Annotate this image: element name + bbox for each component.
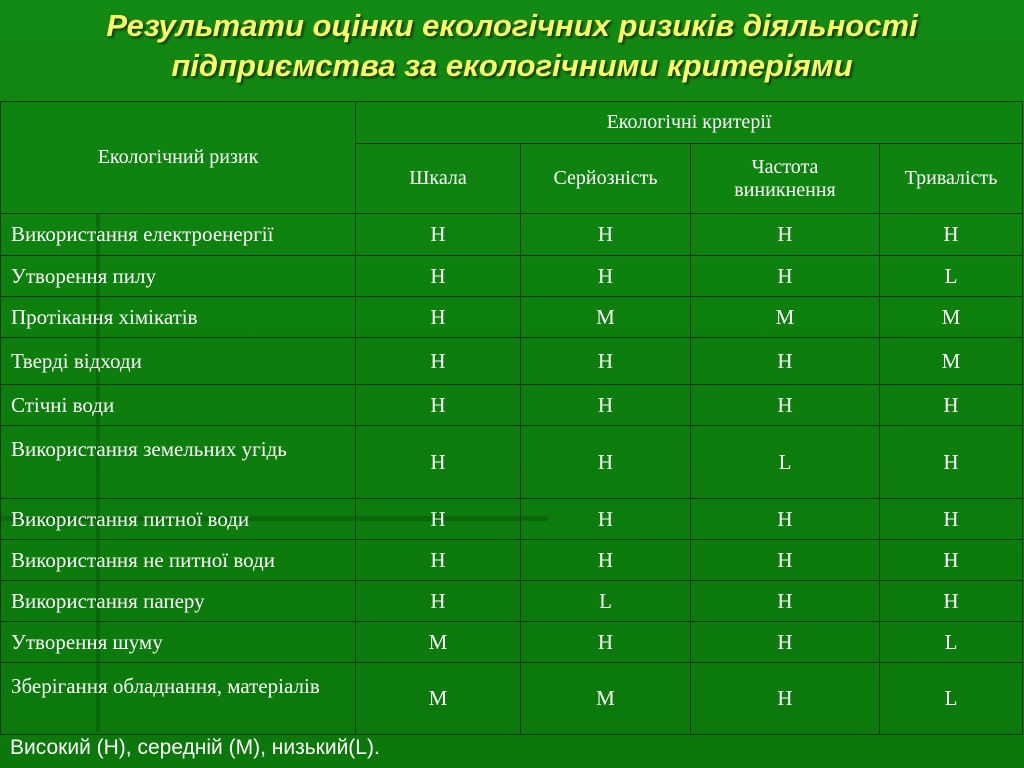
rating-cell: H (521, 540, 691, 581)
rating-cell: M (691, 297, 880, 338)
rating-cell: H (356, 214, 521, 256)
table-row (1, 385, 1023, 426)
rating-cell: H (521, 499, 691, 540)
rating-cell: H (521, 426, 691, 499)
rating-cell: H (691, 338, 880, 385)
rating-cell: H (521, 256, 691, 297)
rating-cell: H (880, 540, 1023, 581)
table-body (1, 214, 1023, 735)
risk-name-cell: Використання паперу (1, 581, 356, 622)
rating-cell: M (521, 663, 691, 735)
table-row (1, 214, 1023, 256)
column-header-severity: Серйозність (521, 144, 691, 214)
table-row (1, 426, 1023, 499)
column-header-scale: Шкала (356, 144, 521, 214)
rating-cell: L (691, 426, 880, 499)
rating-cell: M (880, 297, 1023, 338)
rating-cell: H (880, 385, 1023, 426)
rating-cell: M (356, 622, 521, 663)
title-line-2: підприємства за екологічними критеріями (171, 48, 853, 83)
table-row (1, 297, 1023, 338)
rating-cell: H (356, 338, 521, 385)
risk-name-cell: Використання питної води (1, 499, 356, 540)
rating-cell: H (356, 297, 521, 338)
rating-cell: H (356, 581, 521, 622)
legend-footnote: Високий (H), середній (M), низький(L). (10, 736, 380, 759)
rating-cell: L (521, 581, 691, 622)
risk-name-cell: Протікання хімікатів (1, 297, 356, 338)
table-row (1, 499, 1023, 540)
rating-cell: H (356, 540, 521, 581)
rating-cell: H (356, 426, 521, 499)
risk-name-cell: Утворення пилу (1, 256, 356, 297)
column-header-duration: Тривалість (880, 144, 1023, 214)
rating-cell: L (880, 622, 1023, 663)
risk-name-cell: Використання електроенергії (1, 214, 356, 256)
rating-cell: H (356, 385, 521, 426)
title-line-1: Результати оцінки екологічних ризиків діяльності (106, 8, 918, 43)
rating-cell: H (880, 426, 1023, 499)
rating-cell: H (521, 385, 691, 426)
risk-name-cell: Стічні води (1, 385, 356, 426)
rating-cell: M (356, 663, 521, 735)
risk-name-cell: Тверді відходи (1, 338, 356, 385)
rating-cell: M (880, 338, 1023, 385)
rating-cell: H (521, 622, 691, 663)
table-row (1, 581, 1023, 622)
rating-cell: H (691, 256, 880, 297)
rating-cell: H (880, 581, 1023, 622)
table-row (1, 622, 1023, 663)
rating-cell: H (691, 385, 880, 426)
rating-cell: H (880, 499, 1023, 540)
slide-title (0, 6, 1024, 86)
risk-name-cell: Використання земельних угідь (1, 426, 356, 499)
rating-cell: H (521, 214, 691, 256)
table-header-row (1, 102, 1023, 144)
rating-cell: L (880, 663, 1023, 735)
rating-cell: H (880, 214, 1023, 256)
rating-cell: H (691, 581, 880, 622)
risk-column-header: Екологічний ризик (1, 102, 356, 214)
rating-cell: H (356, 499, 521, 540)
criteria-group-header: Екологічні критерії (356, 102, 1023, 144)
rating-cell: H (521, 338, 691, 385)
rating-cell: L (880, 256, 1023, 297)
table-row (1, 663, 1023, 735)
rating-cell: H (691, 214, 880, 256)
risk-name-cell: Утворення шуму (1, 622, 356, 663)
rating-cell: H (691, 499, 880, 540)
rating-cell: H (691, 622, 880, 663)
rating-cell: H (356, 256, 521, 297)
risk-name-cell: Використання не питної води (1, 540, 356, 581)
risk-assessment-table (0, 101, 1023, 735)
rating-cell: H (691, 540, 880, 581)
rating-cell: H (691, 663, 880, 735)
rating-cell: M (521, 297, 691, 338)
column-header-frequency: Частота виникнення (691, 144, 880, 214)
table-row (1, 540, 1023, 581)
risk-name-cell: Зберігання обладнання, матеріалів (1, 663, 356, 735)
table-row (1, 338, 1023, 385)
table-row (1, 256, 1023, 297)
